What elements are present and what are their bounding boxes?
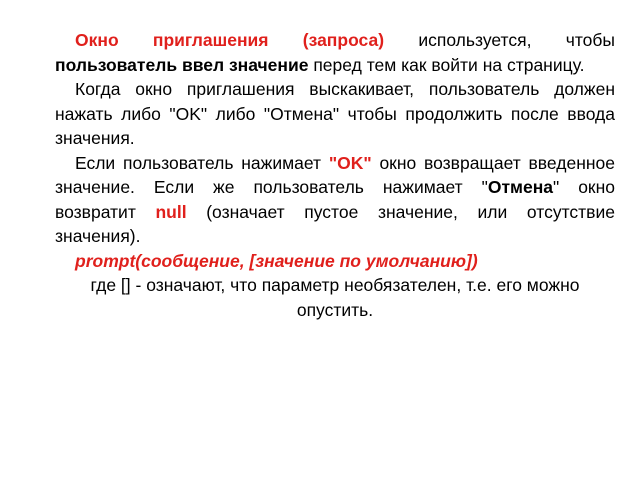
optional-parameter-note: где [] - означают, что параметр необязателен, т.е. его можно опустить. [90,275,580,320]
return-text-3: " окно возвратит [55,177,615,222]
intro-emphasis: пользователь ввел значение [55,54,309,75]
slide-content [55,28,615,322]
ok-keyword: "OK" [328,152,372,173]
return-text-4: (означает пустое значение, или отсутствие значения). [55,201,615,246]
intro-text-1: используется, чтобы [384,30,615,50]
return-text-1: Если пользователь нажимает [75,152,329,173]
null-keyword: null [155,201,187,222]
prompt-window-title: Окно приглашения (запроса) [75,30,385,50]
cancel-keyword: Отмена [487,177,554,197]
prompt-syntax: prompt(сообщение, [значение по умолчанию]) [75,250,478,271]
paragraph-prompt-behavior [55,77,615,151]
intro-text-2: перед тем как войти на страницу. [308,54,585,75]
paragraph-prompt-return [55,151,615,249]
behavior-text: Когда окно приглашения выскакивает, пользователь должен нажать либо "OK" либо "Отмена" чтобы продолжить после ввода значения. [55,79,615,148]
return-text-2: окно возвращает введенное значение. Если же пользователь нажимает " [55,152,615,197]
paragraph-prompt-intro [55,28,615,77]
